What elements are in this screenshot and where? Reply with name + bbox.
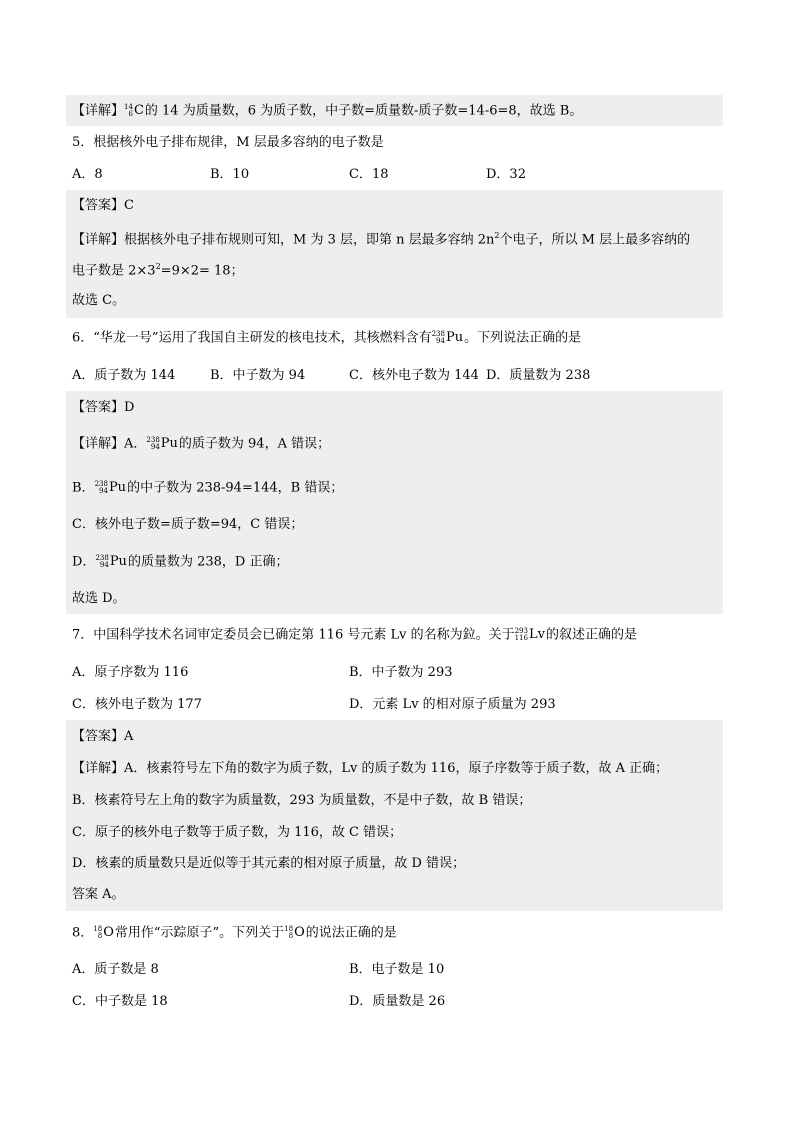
q5-detail-1: 【详解】根据核外电子排布规则可知，M 为 3 层，即第 n 层最多容纳 $2n^2$个电子，所以 M 层上最多容纳的 — [72, 231, 691, 248]
q5-option-c: C．18 — [349, 167, 389, 182]
answer-shade — [66, 391, 723, 614]
isotope-pu238: 238 94 Pu — [95, 553, 127, 569]
q6-answer: 【答案】D — [72, 400, 135, 415]
isotope-c14: 14 6 C — [124, 102, 144, 118]
q7-detail-c: C．原子的核外电子数等于质子数，为 116，故 C 错误； — [72, 825, 403, 840]
isotope-pu238: 238 94 Pu — [146, 435, 178, 451]
answer-shade — [66, 190, 723, 318]
q7-option-a: A．原子序数为 116 — [72, 665, 189, 680]
q7-detail-end: 答案 A。 — [72, 887, 125, 902]
q7-option-b: B．中子数为 293 — [349, 665, 453, 680]
q8-option-b: B．电子数是 10 — [349, 962, 445, 977]
q8-option-a: A．质子数是 8 — [72, 962, 159, 977]
q5-detail-2: 电子数是 $2\times 3^2=9\times 2= 18$； — [72, 262, 244, 279]
q6-option-d: D．质量数为 238 — [486, 368, 591, 383]
isotope-lv293: 293 116 Lv — [514, 626, 545, 642]
isotope-pu238: 238 94 Pu — [94, 479, 127, 495]
q8-option-c: C．中子数是 18 — [72, 994, 168, 1009]
q8-stem: 8． 18 8 O常用作“示踪原子”。下列关于 18 8 O的说法正确的是 — [72, 924, 397, 941]
q6-detail-a: 【详解】A． 238 94 Pu的质子数为 94，A 错误； — [72, 435, 331, 452]
q7-option-d: D．元素 Lv 的相对原子质量为 293 — [349, 697, 556, 712]
q6-option-a: A．质子数为 144 — [72, 368, 176, 383]
q6-option-b: B．中子数为 94 — [210, 368, 306, 383]
q6-detail-d: D． 238 94 Pu的质量数为 238，D 正确； — [72, 553, 289, 570]
q7-option-c: C．核外电子数为 177 — [72, 697, 202, 712]
q8-option-d: D．质量数是 26 — [349, 994, 446, 1009]
q7-answer: 【答案】A — [72, 729, 134, 744]
q6-detail-end: 故选 D。 — [72, 591, 126, 606]
q5-answer: 【答案】C — [72, 198, 134, 213]
isotope-o18: 18 8 O — [93, 924, 114, 940]
q7-detail-a: 【详解】A．核素符号左下角的数字为质子数，Lv 的质子数为 116，原子序数等于质子数，故 A 正确； — [72, 761, 669, 776]
q4-detail: 【详解】 14 6 C的 14 为质量数，6 为质子数，中子数=质量数-质子数=14-6=8，故选 B。 — [72, 102, 583, 119]
q6-detail-c: C．核外电子数=质子数=94，C 错误； — [72, 517, 304, 532]
isotope-pu238: 238 94 Pu — [431, 329, 464, 345]
q7-detail-b: B．核素符号左上角的数字为质量数，293 为质量数，不是中子数，故 B 错误； — [72, 793, 532, 808]
q7-stem: 7．中国科学技术名词审定委员会已确定第 116 号元素 Lv 的名称为鉝。关于 293 116 Lv的叙述正确的是 — [72, 626, 637, 643]
q5-stem: 5．根据核外电子排布规律，M 层最多容纳的电子数是 — [72, 135, 384, 150]
q5-option-a: A．8 — [72, 167, 103, 182]
q5-option-b: B．10 — [210, 167, 250, 182]
isotope-o18: 18 8 O — [284, 924, 305, 940]
answer-shade — [66, 720, 723, 911]
q5-detail-3: 故选 C。 — [72, 293, 126, 308]
q6-option-c: C．核外电子数为 144 — [349, 368, 479, 383]
q6-stem: 6．“华龙一号”运用了我国自主研发的核电技术，其核燃料含有 238 94 Pu。下列说法正确的是 — [72, 329, 582, 346]
q5-option-d: D．32 — [486, 167, 526, 182]
q7-detail-d: D．核素的质量数只是近似等于其元素的相对原子质量，故 D 错误； — [72, 856, 466, 871]
q6-detail-b: B． 238 94 Pu的中子数为 238-94=144，B 错误； — [72, 479, 344, 496]
